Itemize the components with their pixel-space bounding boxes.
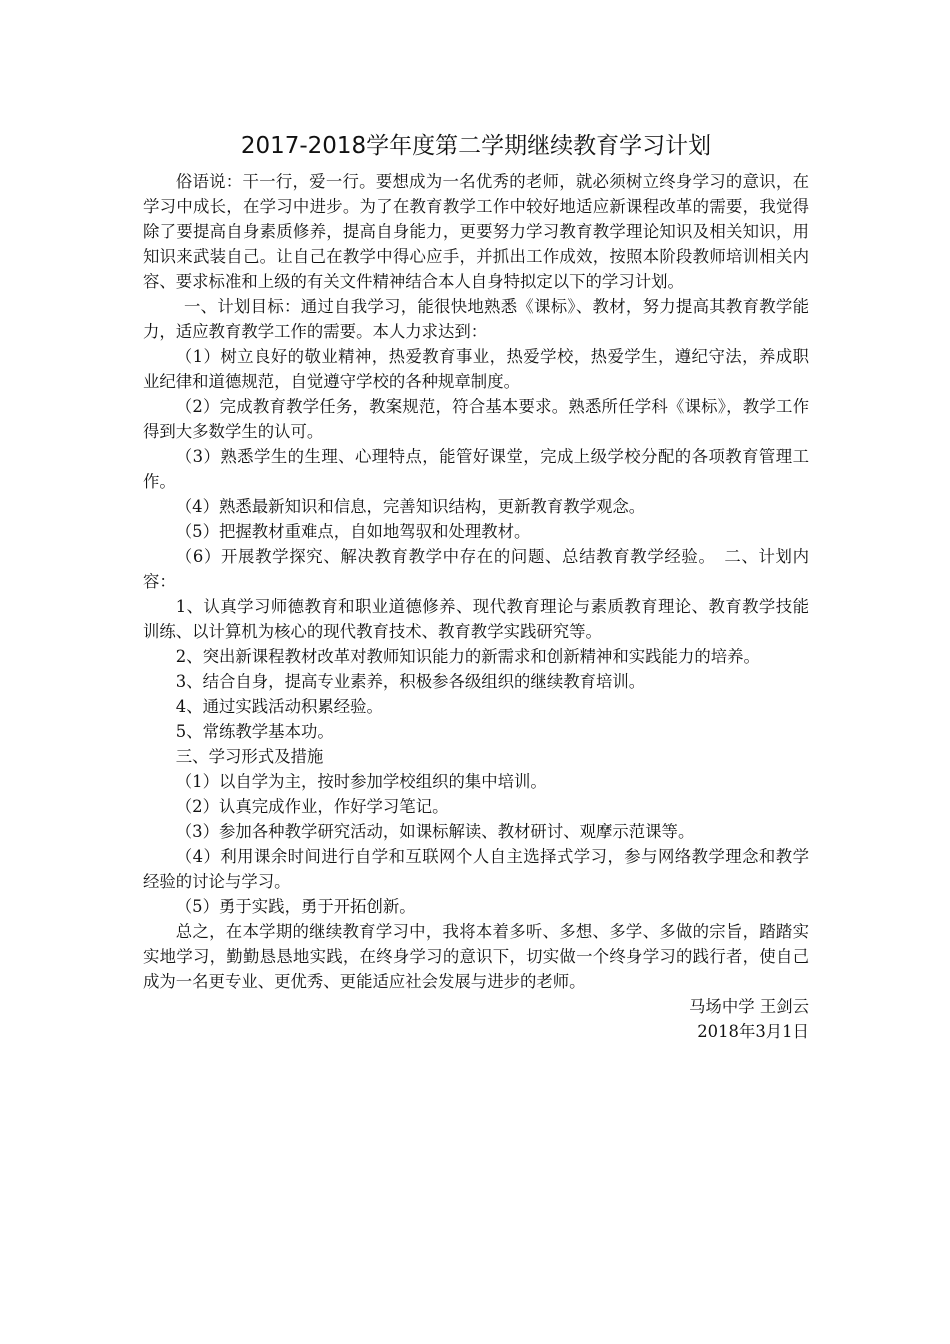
measure-item: （3）参加各种教学研究活动，如课标解读、教材研讨、观摩示范课等。 [175, 822, 695, 841]
document-title: 2017-2018学年度第二学期继续教育学习计划 [240, 133, 712, 159]
measure-item: （1）以自学为主，按时参加学校组织的集中培训。 [175, 772, 547, 791]
goal-item: （2）完成教育教学任务，教案规范，符合基本要求。熟悉所任学科《课标》，教学工作得到大多数学生的认可。 [143, 397, 809, 441]
measure-item: （4）利用课余时间进行自学和互联网个人自主选择式学习，参与网络教学理念和教学经验的讨论与学习。 [143, 847, 809, 891]
content-item: 3、结合自身，提高专业素养，积极参各级组织的继续教育培训。 [175, 672, 646, 691]
section-3-heading: 三、学习形式及措施 [175, 747, 324, 766]
intro-paragraph: 俗语说：干一行，爱一行。要想成为一名优秀的老师，就必须树立终身学习的意识，在学习中成长，在学习中进步。为了在教育教学工作中较好地适应新课程改革的需要，我觉得除了要提高自身素质修养，提高自身能力，更要努力学习教育教学理论知识及相关知识，用知识来武装自己。让自己在教学中得心应手，并抓出工作成效，按照本阶段教师培训相关内容、要求标准和上级的有关文件精神结合本人自身特拟定以下的学习计划。 [143, 172, 809, 291]
measure-item: （2）认真完成作业，作好学习笔记。 [175, 797, 449, 816]
document-body [143, 131, 809, 1044]
goal-item: （6）开展教学探究、解决教育教学中存在的问题、总结教育教学经验。 二、计划内容： [143, 547, 809, 591]
conclusion-paragraph: 总之，在本学期的继续教育学习中，我将本着多听、多想、多学、多做的宗旨，踏踏实实地学习，勤勤恳恳地实践，在终身学习的意识下，切实做一个终身学习的践行者，使自己成为一名更专业、更优秀、更能适应社会发展与进步的老师。 [143, 922, 809, 991]
section-1-heading: 一、计划目标：通过自我学习，能很快地熟悉《课标》、教材，努力提高其教育教学能力，适应教育教学工作的需要。本人力求达到： [143, 297, 809, 341]
document-date: 2018年3月1日 [697, 1022, 809, 1041]
goal-item: （4）熟悉最新知识和信息，完善知识结构，更新教育教学观念。 [175, 497, 646, 516]
content-item: 5、常练教学基本功。 [175, 722, 334, 741]
content-item: 4、通过实践活动积累经验。 [175, 697, 383, 716]
signature: 马场中学 王剑云 [689, 997, 809, 1016]
measure-item: （5）勇于实践，勇于开拓创新。 [175, 897, 416, 916]
goal-item: （5）把握教材重难点，自如地驾驭和处理教材。 [175, 522, 531, 541]
goal-item: （1）树立良好的敬业精神，热爱教育事业，热爱学校，热爱学生，遵纪守法，养成职业纪律和道德规范，自觉遵守学校的各种规章制度。 [143, 347, 809, 391]
content-item: 1、认真学习师德教育和职业道德修养、现代教育理论与素质教育理论、教育教学技能训练、以计算机为核心的现代教育技术、教育教学实践研究等。 [143, 597, 809, 641]
content-item: 2、突出新课程教材改革对教师知识能力的新需求和创新精神和实践能力的培养。 [175, 647, 760, 666]
goal-item: （3）熟悉学生的生理、心理特点，能管好课堂，完成上级学校分配的各项教育管理工作。 [143, 447, 809, 491]
